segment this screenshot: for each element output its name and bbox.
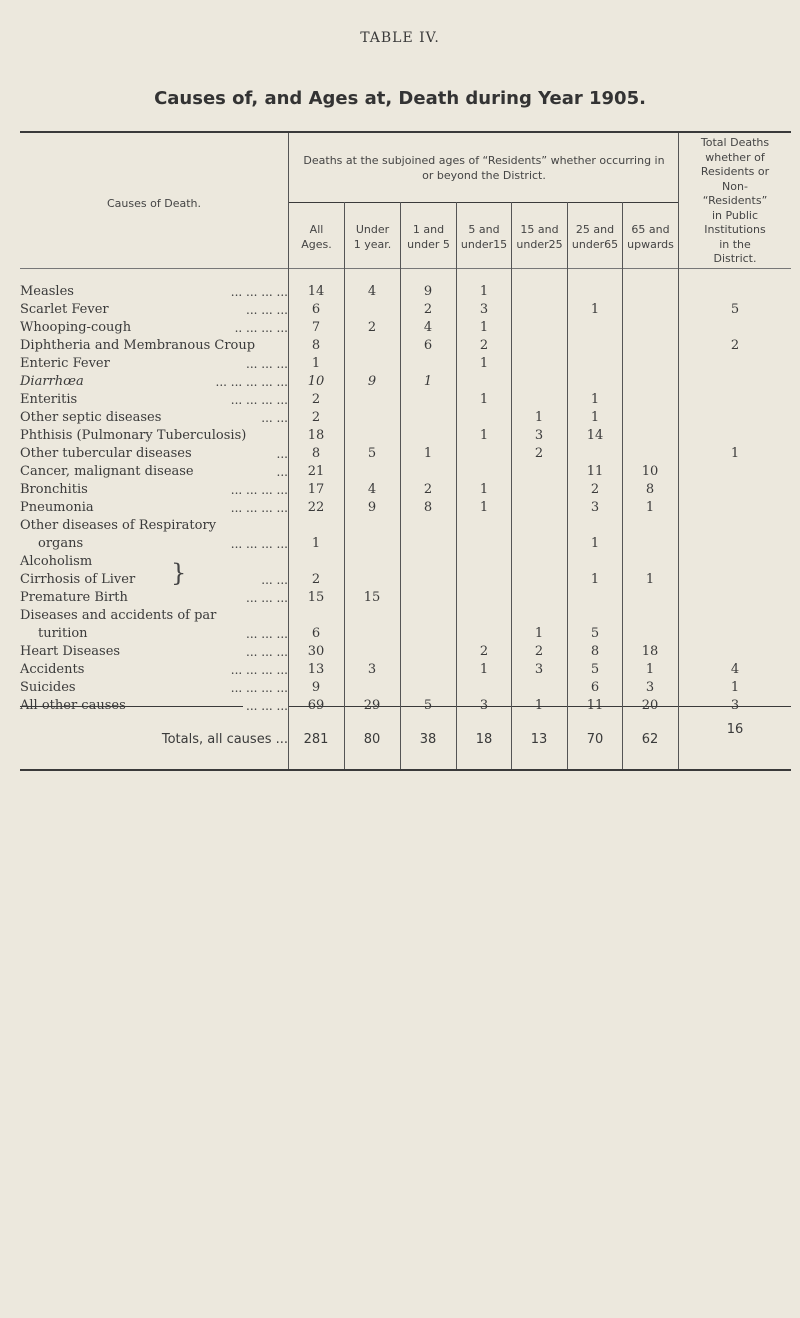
cell-value: 9 xyxy=(423,284,433,299)
table-row xyxy=(20,463,790,481)
cell-value: 1 xyxy=(479,356,489,371)
table-row xyxy=(20,517,790,535)
cell-value: 4 xyxy=(730,662,740,677)
bottom-rule xyxy=(20,769,791,771)
cell-value: 3 xyxy=(534,662,544,677)
leader-dots: ... ... ... xyxy=(243,625,288,643)
table-row xyxy=(20,571,790,589)
leader-dots: ... ... ... xyxy=(243,355,288,373)
cell-value: 30 xyxy=(307,644,325,659)
brace: } xyxy=(171,559,187,587)
table-row xyxy=(20,679,790,697)
age-column-header: Under 1 year. xyxy=(353,223,392,251)
cell-value: 1 xyxy=(479,500,489,515)
cell-value: 3 xyxy=(730,698,740,713)
cell-value: 1 xyxy=(479,428,489,443)
cause-label: Phthisis (Pulmonary Tuberculosis) xyxy=(20,428,247,443)
cell-value: 6 xyxy=(423,338,433,353)
cell-value: 1 xyxy=(590,392,600,407)
cell-value: 5 xyxy=(730,302,740,317)
leader-dots: .. ... ... ... xyxy=(232,319,288,337)
cause-label: Enteric Fever xyxy=(20,356,110,371)
cell-value: 6 xyxy=(590,680,600,695)
table-row xyxy=(20,589,790,607)
cell-value: 1 xyxy=(479,284,489,299)
total-value: 80 xyxy=(363,732,381,747)
total-value: 62 xyxy=(641,732,659,747)
cell-value: 7 xyxy=(311,320,321,335)
table-row xyxy=(20,391,790,409)
leader-dots: ... ... ... ... xyxy=(228,391,288,409)
cell-value: 1 xyxy=(479,320,489,335)
leader-dots: ... ... ... ... xyxy=(228,481,288,499)
leader-dots: ... xyxy=(274,463,288,481)
table-number: TABLE IV. xyxy=(360,30,440,46)
leader-dots: ... ... ... ... xyxy=(228,535,288,553)
total-value: 16 xyxy=(726,722,744,737)
total-value: 13 xyxy=(530,732,548,747)
cell-value: 1 xyxy=(645,662,655,677)
cell-value: 11 xyxy=(586,698,604,713)
table-row xyxy=(20,445,790,463)
cause-label: Suicides xyxy=(20,680,76,695)
table-row xyxy=(20,697,790,715)
table-row xyxy=(20,301,790,319)
cell-value: 18 xyxy=(641,644,659,659)
leader-dots: ... ... ... ... xyxy=(228,661,288,679)
cell-value: 1 xyxy=(645,500,655,515)
cell-value: 9 xyxy=(367,374,377,389)
cause-label: Cancer, malignant disease xyxy=(20,464,194,479)
cell-value: 1 xyxy=(590,536,600,551)
age-column-header: 65 and upwards xyxy=(627,223,674,251)
table-row xyxy=(20,661,790,679)
table-row xyxy=(20,355,790,373)
cell-value: 21 xyxy=(307,464,325,479)
cause-label: Diphtheria and Membranous Croup xyxy=(20,338,256,353)
cell-value: 3 xyxy=(479,698,489,713)
leader-dots: ... ... xyxy=(258,571,288,589)
cell-value: 3 xyxy=(534,428,544,443)
cell-value: 20 xyxy=(641,698,659,713)
cause-label: Cirrhosis of Liver xyxy=(20,572,136,587)
cause-label: Other septic diseases xyxy=(20,410,162,425)
age-column-header: 5 and under15 xyxy=(460,223,508,251)
cause-label: All other causes xyxy=(20,698,126,713)
cause-label: Bronchitis xyxy=(20,482,88,497)
cause-label: Diseases and accidents of par xyxy=(20,608,217,623)
age-column-header: 1 and under 5 xyxy=(407,223,450,251)
table-row xyxy=(20,373,790,391)
cell-value: 5 xyxy=(590,626,600,641)
leader-dots: ... ... ... ... xyxy=(228,283,288,301)
cell-value: 5 xyxy=(590,662,600,677)
table-row xyxy=(20,643,790,661)
cause-label: Whooping-cough xyxy=(20,320,132,335)
table-row xyxy=(20,409,790,427)
cell-value: 1 xyxy=(479,482,489,497)
cell-value: 1 xyxy=(311,356,321,371)
cell-value: 3 xyxy=(645,680,655,695)
total-value: 70 xyxy=(586,732,604,747)
cell-value: 2 xyxy=(534,446,544,461)
cell-value: 1 xyxy=(311,536,321,551)
cell-value: 8 xyxy=(311,446,321,461)
age-group-header: Deaths at the subjoined ages of “Residents” whether occurring in or beyond the District. xyxy=(303,154,665,182)
leader-dots: ... ... ... xyxy=(243,589,288,607)
cell-value: 2 xyxy=(367,320,377,335)
cell-value: 6 xyxy=(311,302,321,317)
total-value: 281 xyxy=(303,732,329,747)
leader-dots: ... ... xyxy=(258,409,288,427)
cell-value: 9 xyxy=(367,500,377,515)
cause-label: Diarrhœa xyxy=(20,374,84,389)
cell-value: 14 xyxy=(307,284,325,299)
cause-label: Premature Birth xyxy=(20,590,128,605)
cell-value: 13 xyxy=(307,662,325,677)
cell-value: 2 xyxy=(423,482,433,497)
cell-value: 69 xyxy=(307,698,325,713)
cause-label: turition xyxy=(38,626,88,641)
total-deaths-header: Total Deaths whether of Residents or Non- “Residents” in Public Institutions in the District. xyxy=(700,136,770,265)
totals-label: Totals, all causes ... xyxy=(161,732,288,747)
cause-label: Pneumonia xyxy=(20,500,94,515)
top-rule xyxy=(20,131,791,133)
cell-value: 4 xyxy=(367,284,377,299)
leader-dots: ... ... ... ... xyxy=(228,499,288,517)
cell-value: 1 xyxy=(590,410,600,425)
cell-value: 11 xyxy=(586,464,604,479)
cell-value: 14 xyxy=(586,428,604,443)
cell-value: 8 xyxy=(423,500,433,515)
cell-value: 3 xyxy=(367,662,377,677)
cause-column-header: Causes of Death. xyxy=(107,197,201,210)
cell-value: 2 xyxy=(534,644,544,659)
cell-value: 9 xyxy=(311,680,321,695)
cell-value: 1 xyxy=(590,572,600,587)
table-row xyxy=(20,607,790,625)
cause-label: Alcoholism xyxy=(20,554,93,569)
cause-label: Measles xyxy=(20,284,74,299)
total-value: 18 xyxy=(475,732,493,747)
cell-value: 4 xyxy=(423,320,433,335)
cause-label: Other diseases of Respiratory xyxy=(20,518,217,533)
cause-label: Enteritis xyxy=(20,392,78,407)
cell-value: 1 xyxy=(423,446,433,461)
cause-label: organs xyxy=(38,536,84,551)
cell-value: 3 xyxy=(479,302,489,317)
age-column-header: All Ages. xyxy=(301,223,332,251)
cause-label: Accidents xyxy=(20,662,85,677)
cell-value: 3 xyxy=(590,500,600,515)
leader-dots: ... ... ... ... xyxy=(228,679,288,697)
leader-dots: ... ... ... ... ... xyxy=(213,373,288,391)
cell-value: 1 xyxy=(479,392,489,407)
cell-value: 2 xyxy=(479,644,489,659)
table-row xyxy=(20,499,790,517)
table-row xyxy=(20,625,790,643)
age-column-header: 15 and under25 xyxy=(516,223,563,251)
cell-value: 10 xyxy=(307,374,325,389)
header-underline xyxy=(20,268,791,269)
total-value: 38 xyxy=(419,732,437,747)
age-column-header: 25 and under65 xyxy=(571,223,619,251)
leader-dots: ... ... ... xyxy=(243,301,288,319)
group-underline xyxy=(289,202,678,203)
cell-value: 22 xyxy=(307,500,325,515)
cell-value: 1 xyxy=(534,698,544,713)
cell-value: 5 xyxy=(367,446,377,461)
cause-label: Scarlet Fever xyxy=(20,302,109,317)
leader-dots: ... xyxy=(274,445,288,463)
cell-value: 1 xyxy=(590,302,600,317)
cell-value: 1 xyxy=(645,572,655,587)
cell-value: 1 xyxy=(730,680,740,695)
table-row xyxy=(20,427,790,445)
cell-value: 2 xyxy=(311,572,321,587)
cell-value: 6 xyxy=(311,626,321,641)
table-row xyxy=(20,337,790,355)
cell-value: 2 xyxy=(423,302,433,317)
cell-value: 2 xyxy=(479,338,489,353)
cell-value: 18 xyxy=(307,428,325,443)
cell-value: 1 xyxy=(534,410,544,425)
cause-label: Other tubercular diseases xyxy=(20,446,192,461)
leader-dots: ... ... ... xyxy=(243,697,288,715)
table-row xyxy=(20,283,790,301)
cell-value: 5 xyxy=(423,698,433,713)
cell-value: 29 xyxy=(363,698,381,713)
cell-value: 8 xyxy=(590,644,600,659)
cell-value: 1 xyxy=(423,374,433,389)
cell-value: 1 xyxy=(479,662,489,677)
cell-value: 2 xyxy=(590,482,600,497)
table-row xyxy=(20,319,790,337)
table-row xyxy=(20,553,790,571)
cell-value: 2 xyxy=(311,410,321,425)
table-row xyxy=(20,481,790,499)
cause-label: Heart Diseases xyxy=(20,644,121,659)
cell-value: 10 xyxy=(641,464,659,479)
page-title: Causes of, and Ages at, Death during Year 1905. xyxy=(154,88,646,109)
cell-value: 1 xyxy=(730,446,740,461)
leader-dots: ... ... ... xyxy=(243,643,288,661)
cell-value: 15 xyxy=(307,590,325,605)
cell-value: 15 xyxy=(363,590,381,605)
cell-value: 8 xyxy=(311,338,321,353)
table-row xyxy=(20,535,790,553)
cell-value: 4 xyxy=(367,482,377,497)
cell-value: 2 xyxy=(730,338,740,353)
cell-value: 8 xyxy=(645,482,655,497)
cell-value: 2 xyxy=(311,392,321,407)
cell-value: 1 xyxy=(534,626,544,641)
cell-value: 17 xyxy=(307,482,325,497)
